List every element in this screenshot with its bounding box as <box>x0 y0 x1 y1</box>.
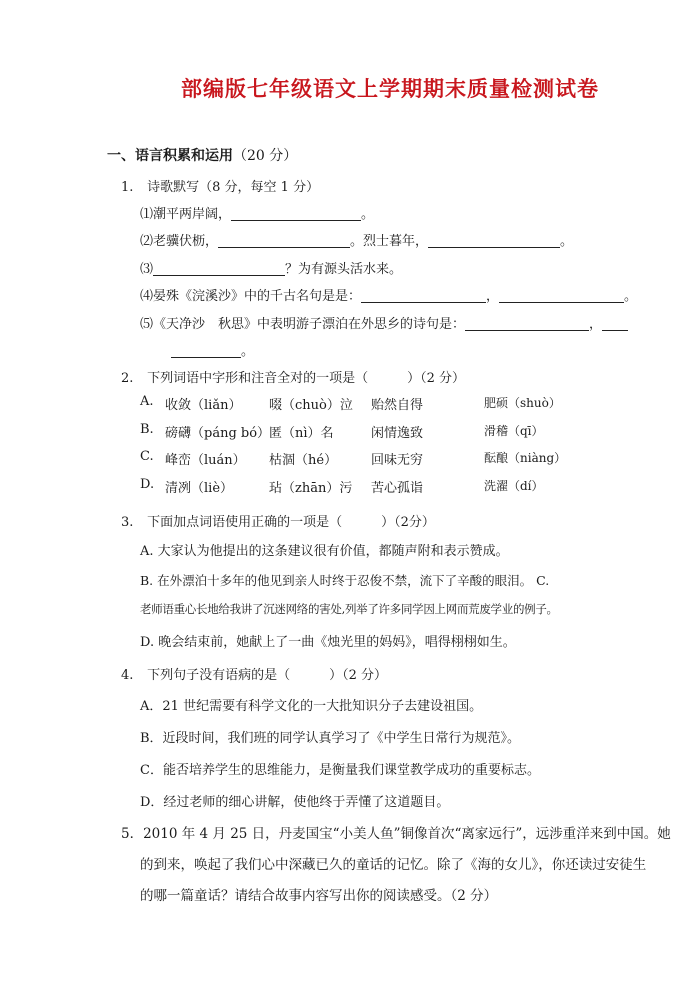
question-5-line-3: 的哪一篇童话？请结合故事内容写出你的阅读感受。（2 分） <box>140 888 498 904</box>
item-text: 。 <box>624 289 638 304</box>
item-text: ⑸《天净沙 秋思》中表明游子漂泊在外思乡的诗句是： <box>140 317 466 332</box>
question-1-stem <box>121 176 319 195</box>
option-label: B. <box>140 422 154 437</box>
page-title: 部编版七年级语文上学期期末质量检测试卷 <box>181 77 599 101</box>
q3-option-d: D. 晚会结束前，她献上了一曲《烛光里的妈妈》，唱得栩栩如生。 <box>140 635 516 650</box>
q1-item-5 <box>140 313 628 332</box>
answer-blank[interactable] <box>231 206 361 221</box>
section-points: （20 分） <box>233 148 298 164</box>
question-4-stem <box>121 664 387 683</box>
option-cell: 酝酿（niàng） <box>484 451 567 465</box>
q1-item-1 <box>140 203 374 222</box>
answer-blank[interactable] <box>218 233 350 248</box>
section-label: 一、语言积累和运用 <box>107 148 233 164</box>
question-text: 诗歌默写（8 分，每空 1 分） <box>147 180 320 195</box>
q4-option-c: C．能否培养学生的思维能力，是衡量我们课堂教学成功的重要标志。 <box>140 763 540 778</box>
answer-blank[interactable] <box>153 261 285 276</box>
question-number: 2. <box>121 371 134 386</box>
q3-option-b: B. 在外漂泊十多年的他见到亲人时终于忍俊不禁，流下了辛酸的眼泪。 C. <box>140 573 550 588</box>
question-text: 下面加点词语使用正确的一项是（ ）（2分） <box>147 515 435 530</box>
q3-option-c: 老师语重心长地给我讲了沉迷网络的害处,列举了许多同学因上网而荒废学业的例子。 <box>140 602 558 616</box>
answer-blank[interactable] <box>602 316 628 331</box>
item-text: 。烈士暮年， <box>350 234 429 249</box>
question-number: 1. <box>121 180 134 195</box>
item-text: ⑷晏殊《浣溪沙》中的千古名句是是： <box>140 289 362 304</box>
q4-option-d: D．经过老师的细心讲解，使他终于弄懂了这道题目。 <box>140 795 450 810</box>
option-cell: 贻然自得 <box>371 398 424 413</box>
item-text: ， <box>486 289 500 304</box>
answer-blank[interactable] <box>361 288 486 303</box>
question-5-line-1 <box>121 822 671 842</box>
q1-item-2 <box>140 230 573 249</box>
question-number: 3. <box>121 515 134 530</box>
question-text: 下列句子没有语病的是（ ）（2 分） <box>147 668 388 683</box>
option-cell: 肥硕（shuò） <box>484 396 561 410</box>
question-text: 下列词语中字形和注音全对的一项是（ ）（2 分） <box>147 371 466 386</box>
answer-blank[interactable] <box>499 288 624 303</box>
option-cell: 苦心孤诣 <box>371 481 424 496</box>
question-5-line-2: 的到来，唤起了我们心中深藏已久的童话的记忆。除了《海的女儿》，你还读过安徒生 <box>140 857 647 873</box>
item-text: ， <box>589 317 603 332</box>
option-cell: 滑稽（qī） <box>484 424 544 438</box>
q3-option-a: A. 大家认为他提出的这条建议很有价值，都随声附和表示赞成。 <box>140 544 509 559</box>
question-2-stem <box>121 367 465 386</box>
option-cell: 收敛（liǎn） <box>165 398 242 413</box>
option-label: C. <box>140 449 154 464</box>
option-cell: 清冽（liè） <box>165 481 234 496</box>
option-cell: 峰峦（luán） <box>165 453 246 468</box>
item-text: 。 <box>560 234 574 249</box>
answer-blank[interactable] <box>428 233 560 248</box>
option-cell: 磅礴（páng bó） <box>165 426 271 441</box>
q1-item-3 <box>140 258 402 277</box>
answer-blank[interactable] <box>465 316 589 331</box>
item-text: ⑵老骥伏枥， <box>140 234 219 249</box>
q4-option-a: A．21 世纪需要有科学文化的一大批知识分子去建设祖国。 <box>140 699 483 714</box>
q1-item-5-continued <box>171 340 254 359</box>
option-label: D. <box>140 477 155 492</box>
question-number: 4. <box>121 668 134 683</box>
item-text: ⑶ <box>140 262 154 277</box>
option-cell: 闲情逸致 <box>371 426 424 441</box>
section-heading <box>107 145 297 165</box>
item-text: 。 <box>241 344 255 359</box>
q4-option-b: B．近段时间，我们班的同学认真学习了《中学生日常行为规范》。 <box>140 731 521 746</box>
option-cell: 回味无穷 <box>371 453 424 468</box>
question-3-stem <box>121 511 435 530</box>
option-cell: 匿（nì）名 <box>269 426 334 441</box>
option-cell: 洗濯（dí） <box>484 479 544 493</box>
option-cell: 玷（zhān）污 <box>269 481 353 496</box>
item-text: ？为有源头活水来。 <box>285 262 403 277</box>
q1-item-4 <box>140 285 637 304</box>
option-cell: 啜（chuò）泣 <box>269 398 353 413</box>
item-text: 。 <box>361 207 375 222</box>
question-text: 2010 年 4 月 25 日，丹麦国宝“小美人鱼”铜像首次“离家远行”，远涉重洋来到中国。她 <box>143 826 671 842</box>
option-cell: 枯涸（hé） <box>269 453 338 468</box>
answer-blank[interactable] <box>171 343 241 358</box>
item-text: ⑴潮平两岸阔， <box>140 207 232 222</box>
question-number: 5． <box>121 826 144 842</box>
option-label: A. <box>140 394 154 409</box>
